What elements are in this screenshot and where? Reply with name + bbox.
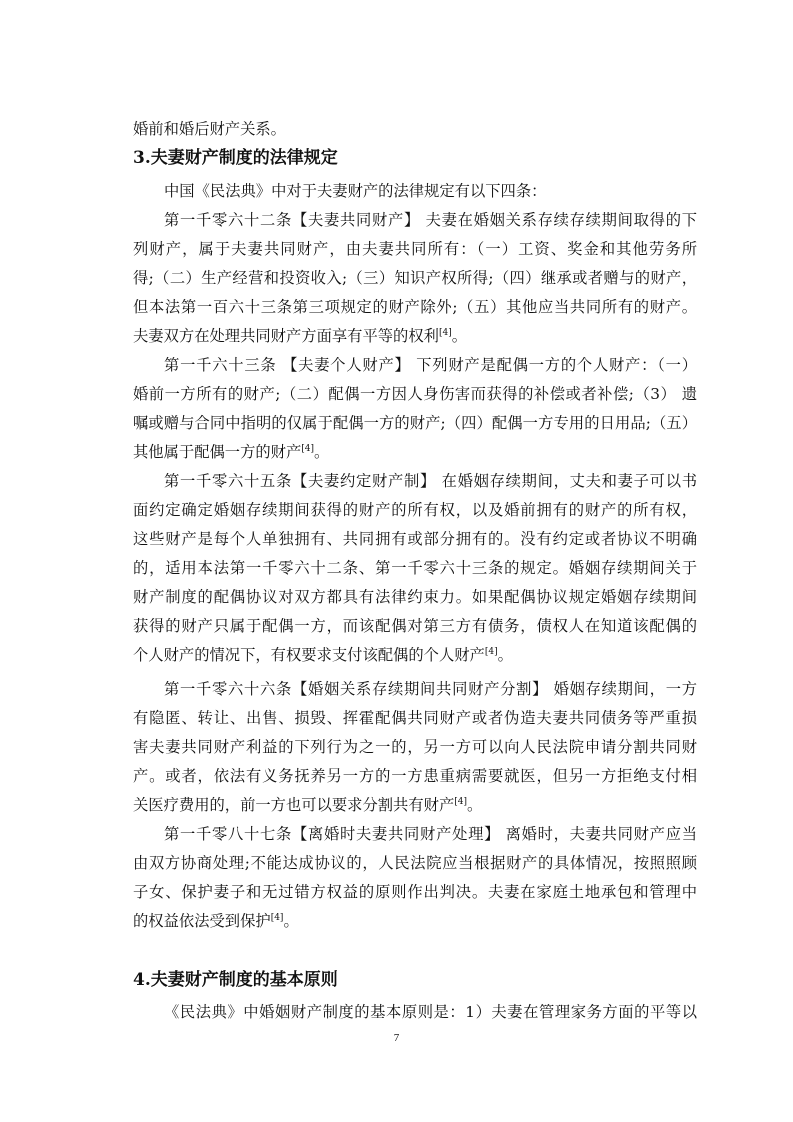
text-line: 第一千零六十五条【夫妻约定财产制】 在婚姻存续期间，丈夫和妻子可以书 bbox=[164, 472, 697, 490]
text-line: 婚前和婚后财产关系。 bbox=[133, 120, 286, 138]
text-line bbox=[133, 795, 482, 815]
text-line: 产。或者，依法有义务抚养另一方的一方患重病需要就医，但另一方拒绝支付相 bbox=[133, 767, 697, 785]
line-tail: 。 bbox=[314, 443, 330, 461]
line-tail: 。 bbox=[467, 796, 483, 814]
line-text: 的权益依法受到保护 bbox=[133, 912, 271, 930]
citation: [4] bbox=[270, 913, 284, 923]
text-line: 获得的财产只属于配偶一方，而该配偶对第三方有债务，债权人在知道该配偶的 bbox=[133, 617, 697, 635]
text-line: 第一千零六十六条【婚姻关系存续期间共同财产分割】 婚姻存续期间，一方 bbox=[164, 680, 697, 698]
line-text: 个人财产的情况下，有权要求支付该配偶的个人财产 bbox=[133, 646, 485, 664]
text-line: 有隐匿、转让、出售、损毁、挥霍配偶共同财产或者伪造夫妻共同债务等严重损 bbox=[133, 709, 697, 727]
page-number: 7 bbox=[393, 1032, 400, 1044]
text-line: 第一千零六十二条【夫妻共同财产】 夫妻在婚姻关系存续存续期间取得的下 bbox=[164, 211, 697, 229]
text-line: 财产制度的配偶协议对双方都具有法律约束力。如果配偶协议规定婚姻存续期间 bbox=[133, 588, 697, 606]
text-line: 但本法第一百六十三条第三项规定的财产除外;（五）其他应当共同所有的财产。 bbox=[133, 298, 697, 316]
text-line: 第一千零八十七条【离婚时夫妻共同财产处理】 离婚时，夫妻共同财产应当 bbox=[164, 825, 697, 843]
line-text: 其他属于配偶一方的财产 bbox=[133, 443, 302, 461]
text-line: 第一千六十三条 【夫妻个人财产】 下列财产是配偶一方的个人财产：（一） bbox=[164, 356, 697, 374]
citation: [4] bbox=[301, 444, 315, 454]
text-line: 子女、保护妻子和无过错方权益的原则作出判决。夫妻在家庭土地承包和管理中 bbox=[133, 883, 697, 901]
text-line: 《民法典》中婚姻财产制度的基本原则是：1）夫妻在管理家务方面的平等以 bbox=[164, 1003, 697, 1021]
text-line bbox=[133, 326, 467, 346]
text-line: 这些财产是每个人单独拥有、共同拥有或部分拥有的。没有约定或者协议不明确 bbox=[133, 530, 697, 548]
text-line bbox=[133, 645, 513, 665]
citation: [4] bbox=[454, 797, 467, 807]
text-line bbox=[133, 442, 329, 462]
text-line: 由双方协商处理;不能达成协议的，人民法院应当根据财产的具体情况，按照照顾 bbox=[133, 854, 697, 872]
text-line: 的，适用本法第一千零六十二条、第一千零六十三条的规定。婚姻存续期间关于 bbox=[133, 559, 697, 577]
text-line bbox=[133, 911, 299, 931]
text-line: 得;（二）生产经营和投资收入;（三）知识产权所得;（四）继承或者赠与的财产， bbox=[133, 269, 697, 287]
citation: [4] bbox=[438, 328, 452, 338]
citation: [4] bbox=[484, 647, 498, 657]
line-tail: 。 bbox=[497, 646, 513, 664]
section-heading-4: 4.夫妻财产制度的基本原则 bbox=[133, 970, 338, 990]
text-line: 列财产，属于夫妻共同财产，由夫妻共同所有：（一）工资、奖金和其他劳务所 bbox=[133, 240, 697, 258]
line-tail: 。 bbox=[283, 912, 299, 930]
line-text: 夫妻双方在处理共同财产方面享有平等的权利 bbox=[133, 327, 439, 345]
section-heading-3: 3.夫妻财产制度的法律规定 bbox=[133, 148, 338, 168]
line-text: 关医疗费用的，前一方也可以要求分割共有财产 bbox=[133, 796, 455, 814]
text-line: 害夫妻共同财产利益的下列行为之一的，另一方可以向人民法院申请分割共同财 bbox=[133, 738, 697, 756]
text-line: 嘱或赠与合同中指明的仅属于配偶一方的财产;（四）配偶一方专用的日用品;（五） bbox=[133, 414, 697, 432]
text-line: 面约定确定婚姻存续期间获得的财产的所有权，以及婚前拥有的财产的所有权， bbox=[133, 501, 697, 519]
text-line: 婚前一方所有的财产;（二）配偶一方因人身伤害而获得的补偿或者补偿;（3） 遗 bbox=[133, 385, 697, 403]
text-line: 中国《民法典》中对于夫妻财产的法律规定有以下四条： bbox=[164, 182, 547, 200]
line-tail: 。 bbox=[451, 327, 468, 345]
